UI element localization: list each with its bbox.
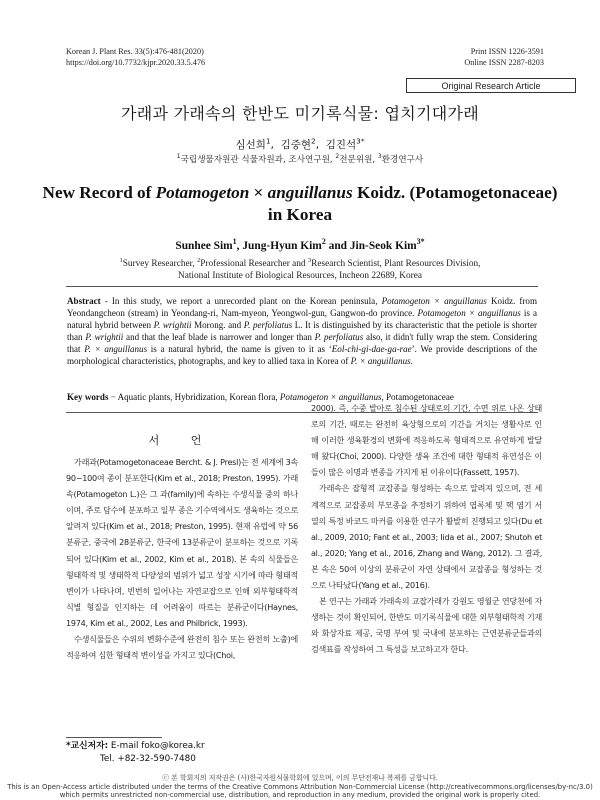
english-title — [20, 182, 580, 226]
affil-sup: 2 — [196, 256, 201, 264]
affil-text: 국립생물자원관 식물자원과, 조사연구원, — [180, 155, 336, 165]
journal-citation: Korean J. Plant Res. 33(5):476-481(2020) — [66, 47, 204, 56]
affil-text: 환경연구사 — [381, 155, 424, 165]
body-paragraph: 수생식물들은 수위의 변화수준에 완전히 침수 또는 완전히 노출)에 적응하여 심한 형태적 변이성을 가지고 있다(Choi, — [66, 635, 298, 661]
title-line2: in Korea — [267, 205, 333, 224]
author-sup: 1 — [232, 237, 237, 247]
korean-authors: 심선희$^1$, 김중현$^2$, 김진석$^{3*}$ — [235, 136, 365, 151]
author-sup: 2 — [311, 136, 316, 146]
title-epithet: anguillanus — [267, 183, 353, 202]
footnote-email[interactable]: E-mail foko@korea.kr — [108, 741, 205, 751]
divider — [66, 286, 538, 287]
english-authors: Sunhee Sim$^1$, Jung-Hyun Kim$^2$ and Jin-Seok Kim$^{3*}$ — [175, 237, 425, 252]
affil-text: 전문위원, — [339, 155, 378, 165]
author-sup: 1 — [265, 136, 271, 146]
doi-link[interactable]: https://doi.org/10.7732/kjpr.2020.33.5.476 — [66, 58, 206, 67]
author-sup: 3* — [416, 237, 425, 247]
author-name: Jin-Seok Kim — [349, 240, 417, 252]
journal-header — [66, 46, 205, 68]
affil-sup: 2 — [335, 153, 340, 161]
affil-text: Survey Researcher, — [122, 259, 197, 269]
affil-sup: 1 — [176, 153, 181, 161]
abstract — [67, 296, 537, 367]
article-type-badge: Original Research Article — [406, 78, 576, 93]
body-paragraph: 본 연구는 가래과 가래속의 교잡가래가 강원도 영월군 연당천에 자생하는 것이 확인되어, 한반도 미기록식물에 대한 외부형태학적 기재와 화상자료 제공, 국명 부여 및 국내에 분포하는 근연분류군들과의 검색표를 작성하여 그 특성을 보고하고자 한다. — [311, 597, 542, 655]
author-name: 김중현 — [280, 139, 312, 151]
keywords-label: Key words — [67, 392, 109, 402]
english-affiliations — [0, 258, 600, 282]
body-paragraph: 가래속은 잡형적 교잡종을 형성하는 속으로 알려져 있으며, 전 세계적으로 교잡종의 부모종을 추정하기 위하여 엽록체 및 핵 염기 서열의 특정 바코드 마커를 이용한 연구가 활발히 진행되고 있다(Du et al., 2009, 2010; Fant et al., 2003; Iida et al., 2007; Shutoh et al., 2020; Yang et al., 2016, Zhang and Wang, 2012). 그 결과, 본 속은 50여 이상의 분류군이 자연 상태에서 교잡종을 형성하는 것으로 나타났다(Yang et al., 2016). — [311, 484, 542, 591]
korean-title: 가래과 가래속의 한반도 미기록식물: 엽치기대가래 — [120, 104, 480, 123]
korean-affiliations — [0, 153, 600, 165]
affil-sup: 3 — [377, 153, 382, 161]
right-column — [311, 401, 542, 659]
body-paragraph: 2000). 즉, 수중 발아로 침수된 상태로의 기간, 수면 위로 나온 상태로의 기간, 때로는 완전히 육상형으로의 기간을 거치는 생활사로 인해 이러한 생육환경의 변화에 적응하도록 형태적으로 유연하게 발달해 왔다(Choi, 2000). 다양한 생육 조건에 대한 형태적 유연성은 이들이 많은 이명과 변종을 가지게 된 이유이다(Fassett, 1957). — [311, 404, 542, 478]
issn-block — [464, 46, 544, 68]
author-sup: 2 — [321, 237, 326, 247]
abstract-label: Abstract — [67, 296, 101, 306]
author-name: Jung-Hyun Kim — [242, 240, 322, 252]
affil-text: Professional Researcher and — [200, 259, 308, 269]
copyright-korean: ⓒ 본 학회지의 저작권은 (사)한국자원식물학회에 있으며, 이의 무단전재나 복제를 금합니다. — [162, 774, 438, 782]
corresponding-author-footnote — [66, 740, 205, 766]
copyright-notice — [0, 774, 600, 800]
author-sup: 3* — [356, 136, 365, 146]
affil-sup: 1 — [119, 256, 123, 264]
author-name: 김진석 — [325, 139, 357, 151]
title-text: Koidz. (Potamogetonaceae) — [352, 183, 558, 202]
title-genus: Potamogeton — [155, 183, 250, 202]
footnote-tel: Tel. +82-32-590-7480 — [100, 754, 196, 764]
keywords-text: − Aquatic plants, Hybridization, Korean flora, Potamogeton × anguillanus, Potamogetonaceae — [108, 392, 454, 402]
author-name: 심선희 — [235, 139, 266, 151]
author-name: Sunhee Sim — [175, 240, 233, 252]
abstract-text: - In this study, we report a unrecorded plant on the Korean peninsula, Potamogeton × anguillanus Koidz. from Yeondangcheon (stream) in Yeondang-ri, Nam-myeon, Yeongwol-gun, Gangwon-do province. Potamogeton × anguillanus is a natural hybrid between P. wrightii Morong. and P. perfoliatus L. It is distinguished by its characteristic that the petiole is shorter than P. wrightii and that the leaf blade is narrower and longer than P. perfoliatus also, it didn't fully wrap the stem. Considering that P. × anguillanus is a natural hybrid, the name is given to it as ‘Eol-chi-gi-dae-ga-rae’. We provide descriptions of the morphological characteristics, photographs, and key to allied taxa in Korea of P. × anguillanus. — [67, 296, 537, 366]
left-column — [66, 455, 298, 664]
title-text: New Record of — [42, 183, 156, 202]
license-line: This is an Open-Access article distributed under the terms of the Creative Commons Attribution Non-Commercial License (http://creativecommons.org/licenses/by-nc/3.0) — [7, 782, 593, 791]
footnote-label: *교신저자: — [66, 741, 109, 751]
footnote-rule — [66, 737, 162, 738]
print-issn: Print ISSN 1226-3591 — [470, 47, 544, 56]
affil-text: Research Scientist, Plant Resources Division, — [311, 259, 481, 269]
section-heading: 서 언 — [148, 434, 216, 447]
affil-sup: 3 — [307, 256, 312, 264]
title-hybrid-sign: × — [249, 183, 268, 202]
affil-text: National Institute of Biological Resources, Incheon 22689, Korea — [178, 271, 422, 281]
license-line: which permits unrestricted non-commercial use, distribution, and reproduction in any medium, provided the original work is properly cited. — [59, 791, 541, 800]
online-issn: Online ISSN 2287-8203 — [464, 58, 544, 67]
body-paragraph: 가래과(Potamogetonaceae Bercht. & J. Presl)는 전 세계에 3속 90−100여 종이 분포한다(Kim et al., 2018; Preston, 1995). 가래속(Potamogeton L.)은 그 과(family)에 속하는 수생식물 중의 하나이며, 주로 담수에 분포하고 일부 종은 기수역에서도 생육하는 것으로 알려져 있다(Kim et al., 2018; Preston, 1995). 현재 유럽에 약 56분류군, 중국에 28분류군, 한국에 13분류군이 분포하는 것으로 기록되어 있다(Kim et al., 2002, Kim et al., 2018). 본 속의 식물들은 형태학적 및 생태학적 다양성의 범위가 넓고 성장 시기에 따라 형태적 변이가 나타나며, 빈번히 일어나는 자연교잡으로 인해 외부형태학적 식별 형질을 인지하는 데 어려움이 따르는 분류군이다(Haynes, 1974, Kim et al., 2002, Les and Philbrick, 1993). — [66, 458, 298, 628]
